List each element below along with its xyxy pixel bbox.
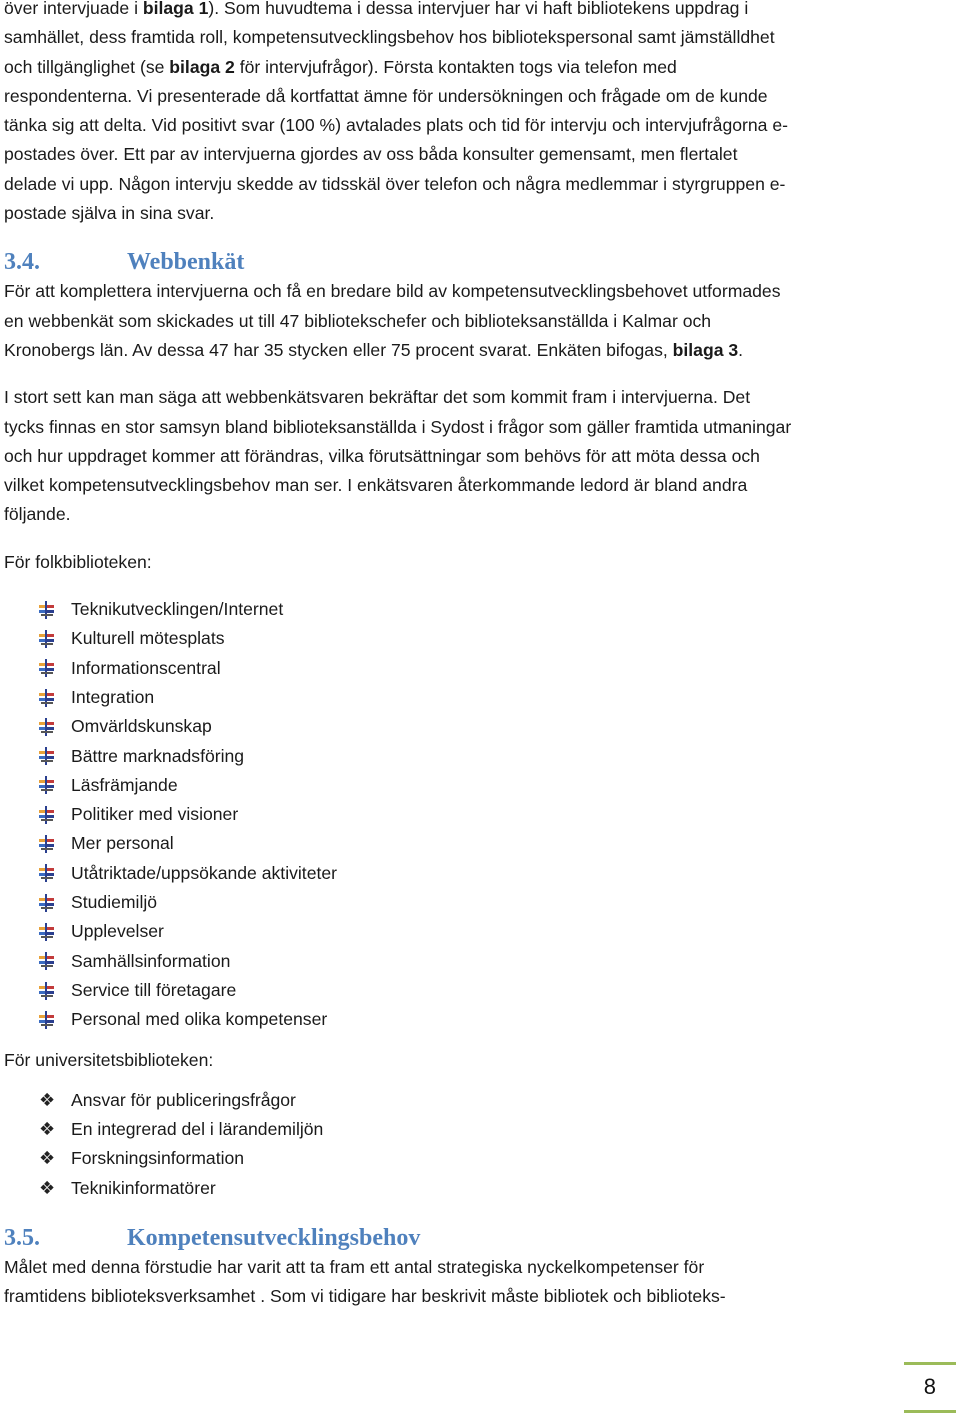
text-line: över intervjuade i bilaga 1). Som huvudtema i dessa intervjuer har vi haft bibliotekens uppdrag i — [4, 0, 749, 18]
list-item — [4, 859, 904, 888]
intro-paragraph — [4, 0, 904, 228]
flag-bullet-icon — [4, 689, 71, 707]
text-line: samhället, dess framtida roll, kompetensutvecklingsbehov hos bibliotekspersonal samt jämställdhet — [4, 27, 775, 48]
list-item — [4, 1086, 904, 1115]
flag-bullet-icon — [4, 864, 71, 882]
flag-bullet-icon — [4, 747, 71, 765]
list-item-label: Informationscentral — [71, 657, 221, 678]
flag-bullet-icon — [4, 835, 71, 853]
text-line: framtidens biblioteksverksamhet . Som vi tidigare har beskrivit måste bibliotek och biblioteks- — [4, 1286, 726, 1307]
page-number-box — [904, 1362, 956, 1413]
list-item-label: Upplevelser — [71, 921, 164, 942]
text-line: Målet med denna förstudie har varit att ta fram ett antal strategiska nyckelkompetenser för — [4, 1256, 705, 1277]
text-line: postades över. Ett par av intervjuerna gjordes av oss båda konsulter gemensamt, men flertalet — [4, 144, 738, 165]
webbenkat-paragraph-1 — [4, 277, 904, 365]
list-item — [4, 683, 904, 712]
list-item — [4, 1115, 904, 1144]
list-item — [4, 742, 904, 771]
section-heading-kompetens — [4, 1223, 904, 1253]
list-item — [4, 976, 904, 1005]
list-item — [4, 771, 904, 800]
section-title: Webbenkät — [127, 249, 245, 276]
text-line: och tillgänglighet (se bilaga 2 för intervjufrågor). Första kontakten togs via telefon med — [4, 56, 677, 77]
list-item — [4, 654, 904, 683]
folk-list — [4, 595, 904, 1034]
flag-bullet-icon — [4, 1011, 71, 1029]
list-item-label: Mer personal — [71, 833, 174, 854]
section-number: 3.4. — [4, 249, 40, 276]
flag-bullet-icon — [4, 659, 71, 677]
section-number: 3.5. — [4, 1224, 40, 1251]
list-item-label: Teknikinformatörer — [71, 1177, 216, 1198]
flag-bullet-icon — [4, 952, 71, 970]
list-item — [4, 888, 904, 917]
text-line: I stort sett kan man säga att webbenkätsvaren bekräftar det som kommit fram i intervjuerna. Det — [4, 387, 751, 408]
text-line: följande. — [4, 504, 71, 525]
list-item — [4, 917, 904, 946]
text-line: tänka sig att delta. Vid positivt svar (100 %) avtalades plats och tid för intervju och intervjufrågorna e- — [4, 115, 788, 136]
diamond-bullet-icon: ❖ — [39, 1148, 56, 1169]
list-item — [4, 829, 904, 858]
text-line: en webbenkät som skickades ut till 47 bibliotekschefer och biblioteksanställda i Kalmar och — [4, 310, 712, 331]
folk-list-label: För folkbiblioteken: — [4, 551, 152, 572]
text-line: och hur uppdraget kommer att förändras, vilka förutsättningar som behövs för att möta dessa och — [4, 445, 760, 466]
list-item — [4, 1005, 904, 1034]
flag-bullet-icon — [4, 630, 71, 648]
list-item-label: Läsfrämjande — [71, 774, 178, 795]
list-item-label: Service till företagare — [71, 979, 237, 1000]
document-page — [4, 0, 904, 1312]
webbenkat-paragraph-2 — [4, 383, 904, 529]
flag-bullet-icon — [4, 923, 71, 941]
list-item-label: Personal med olika kompetenser — [71, 1009, 328, 1030]
kompetens-paragraph — [4, 1253, 904, 1312]
text-line: respondenterna. Vi presenterade då kortfattat ämne för undersökningen och frågade om de kunde — [4, 85, 768, 106]
text-line: vilket kompetensutvecklingsbehov man ser. I enkätsvaren återkommande ledord är bland andra — [4, 475, 748, 496]
list-item-label: Samhällsinformation — [71, 950, 231, 971]
flag-bullet-icon — [4, 982, 71, 1000]
list-item-label: Ansvar för publiceringsfrågor — [71, 1089, 296, 1110]
flag-bullet-icon — [4, 894, 71, 912]
list-item — [4, 1144, 904, 1173]
text-line: delade vi upp. Någon intervju skedde av tidsskäl över telefon och några medlemmar i styrgruppen e- — [4, 173, 786, 194]
uni-list — [4, 1086, 904, 1203]
flag-bullet-icon — [4, 601, 71, 619]
list-item-label: Kulturell mötesplats — [71, 628, 225, 649]
text-line: postade själva in sina svar. — [4, 203, 215, 224]
text-line: För att komplettera intervjuerna och få en bredare bild av kompetensutvecklingsbehovet utformades — [4, 281, 781, 302]
list-item-label: Studiemiljö — [71, 892, 158, 913]
list-item — [4, 624, 904, 653]
list-item — [4, 712, 904, 741]
diamond-bullet-icon: ❖ — [39, 1177, 56, 1198]
list-item-label: En integrerad del i lärandemiljön — [71, 1119, 324, 1140]
flag-bullet-icon — [4, 718, 71, 736]
page-number-rule — [904, 1410, 956, 1413]
list-item-label: Teknikutvecklingen/Internet — [71, 599, 284, 620]
list-item — [4, 1174, 904, 1203]
flag-bullet-icon — [4, 776, 71, 794]
list-item — [4, 947, 904, 976]
flag-bullet-icon — [4, 806, 71, 824]
list-item-label: Integration — [71, 686, 155, 707]
text-line: Kronobergs län. Av dessa 47 har 35 stycken eller 75 procent svarat. Enkäten bifogas, bilaga 3. — [4, 339, 744, 360]
diamond-bullet-icon: ❖ — [39, 1089, 56, 1110]
uni-list-label: För universitetsbiblioteken: — [4, 1049, 214, 1070]
section-title: Kompetensutvecklingsbehov — [127, 1224, 421, 1251]
text-line: tycks finnas en stor samsyn bland biblioteksanställda i Sydost i frågor som gäller framtida utmaningar — [4, 416, 792, 437]
list-item-label: Utåtriktade/uppsökande aktiviteter — [71, 862, 338, 883]
diamond-bullet-icon: ❖ — [39, 1119, 56, 1140]
list-item-label: Forskningsinformation — [71, 1148, 245, 1169]
list-item-label: Bättre marknadsföring — [71, 745, 245, 766]
list-item — [4, 800, 904, 829]
section-heading-webbenkat — [4, 247, 904, 277]
list-item-label: Omvärldskunskap — [71, 716, 212, 737]
page-number: 8 — [923, 1374, 936, 1399]
list-item — [4, 595, 904, 624]
list-item-label: Politiker med visioner — [71, 804, 239, 825]
